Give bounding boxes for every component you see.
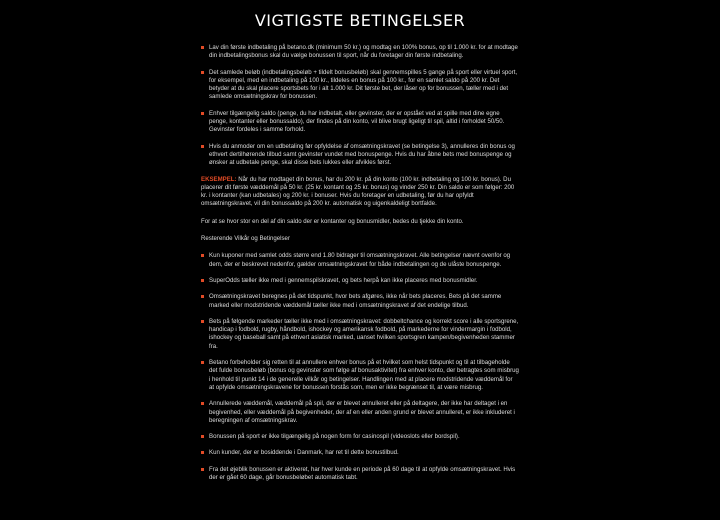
bullet-square-icon — [201, 295, 204, 298]
list-item-text: Det samlede beløb (indbetalingsbeløb + tildelt bonusbeløb) skal gennemspilles 5 gange på sport eller virtuel sport, for eksempel, med en indbetaling på 100 kr., tildeles en bonus på 100 kr., for en samlet saldo på 200 kr. Det betyder at du skal placere sportsbets for i alt 1.000 kr. Dit første bet, der låser op for bonussen, tæller med i det samlede omsætningskrav for bonussen. — [209, 68, 518, 101]
list-item — [201, 143, 519, 168]
list-item — [201, 449, 519, 457]
list-item — [201, 252, 519, 269]
list-item-text: Hvis du anmoder om en udbetaling før opfyldelse af omsætningskravet (se betingelse 3), annulleres din bonus og ethvert dertilhørende tilbud samt gevinster vundet med bonuspenge. Hvis du har åbne bets med bonuspenge og ønsker at udbetale penge, skal disse bets lukkes eller afvikles først. — [209, 142, 515, 167]
list-item-text: Kun kunder, der er bosiddende i Danmark, har ret til dette bonustilbud. — [209, 449, 399, 457]
list-item-text: Kun kuponer med samlet odds større end 1.80 bidrager til omsætningskravet. Alle betingelser nævnt ovenfor og dem, der er beskrevet nedenfor, gælder omsætningskravet for både indbetalingen og de ulåste bonuspenge. — [209, 252, 511, 268]
bullet-square-icon — [201, 254, 204, 257]
example-paragraph — [201, 176, 519, 209]
bullet-square-icon — [201, 145, 204, 148]
list-item-text: Annullerede væddemål, væddemål på spil, der er blevet annulleret eller på deltagere, der ikke har deltaget i en begivenhed, eller væddemål på begivenheder, der af en eller anden grund er blevet annulleret, er ikke inkluderet i beregningen af omsætningskrav. — [209, 400, 515, 424]
list-item-text: Betano forbeholder sig retten til at annullere enhver bonus på et hvilket som helst tidspunkt og til at tilbageholde det fulde bonusbeløb (bonus og gevinster som følge af bonusaktivitet) fra enhver konto, der betragtes som misbrug i henhold til punkt 14 i de generelle vilkår og betingelser. Handlingen med at placere modstridende væddemål for at opfylde omsætningskravene for bonussen forstås som, men er ikke begrænset til, at være misbrug. — [209, 359, 519, 391]
bullet-square-icon — [201, 361, 204, 364]
list-item — [201, 466, 519, 483]
balance-paragraph: For at se hvor stor en del af din saldo der er kontanter og bonusmidler, bedes du tjekke din konto. — [201, 217, 464, 225]
bullet-square-icon — [201, 279, 204, 282]
bullet-square-icon — [201, 112, 204, 115]
list-item-text: Enhver tilgængelig saldo (penge, du har indbetalt, eller gevinster, der er opstået ved at spille med dine egne penge, kontanter eller bonussaldo), der findes på din konto, vil blive brugt ligeligt til spil, altid i forholdet 50/50. Gevinster fordeles i samme forhold. — [209, 109, 505, 134]
example-text: Når du har modtaget din bonus, har du 200 kr. på din konto (100 kr. indbetaling og 100 kr. bonus). Du placerer dit første væddemål på 50 kr. (25 kr. kontant og 25 kr. bonus) og vinder 250 kr. Din saldo er som følger: 200 kr. i kontanter (kan udbetales) og 200 kr. i bonuser. Hvis du foretager en udbetaling, før du har opfyldt omsætningskravet, vil din bonussaldo på 200 kr. automatisk og uigenkaldeligt bortfalde. — [201, 175, 515, 208]
list-item — [201, 318, 519, 351]
list-item-text: Lav din første indbetaling på betano.dk (minimum 50 kr.) og modtag en 100% bonus, op til 1.000 kr. for at modtage din indbetalingsbonus skal du vælge bonussen til sport, når du foretager din første indbetaling. — [209, 44, 518, 60]
terms-content — [201, 44, 519, 490]
list-item — [201, 359, 519, 392]
list-item — [201, 69, 519, 102]
section-heading: Resterende Vilkår og Betingelser — [201, 235, 290, 243]
list-item-text: SuperOdds tæller ikke med i gennemspilskravet, og bets herpå kan ikke placeres med bonusmidler. — [209, 276, 478, 284]
list-item — [201, 400, 519, 425]
bullet-square-icon — [201, 451, 204, 454]
bullet-square-icon — [201, 435, 204, 438]
bullet-list-top — [201, 44, 519, 168]
bullet-list-rest — [201, 252, 519, 482]
list-item-text: Omsætningskravet beregnes på det tidspunkt, hvor bets afgøres, ikke når bets placeres. Bets på det samme marked eller modstridende væddemål tæller ikke med i omsætningskravet af det endelige tilbud. — [209, 293, 502, 309]
list-item — [201, 293, 519, 310]
page-title: VIGTIGSTE BETINGELSER — [254, 11, 466, 30]
list-item-text: Fra det øjeblik bonussen er aktiveret, har hver kunde en periode på 60 dage til at opfylde omsætningskravet. Hvis der er gået 60 dage, går bonusbeløbet automatisk tabt. — [209, 465, 516, 481]
list-item-text: Bets på følgende markeder tæller ikke med i omsætningskravet: dobbeltchance og korrekt score i alle sportsgrene, handicap i fodbold, rugby, håndbold, ishockey og amerikansk fodbold, på markederne for vindermargin i fodbold, ishockey og baseball samt på ethvert asiatisk marked, uanset hvilken sportsgren kampen/begivenheden stammer fra. — [209, 317, 519, 350]
list-item — [201, 433, 519, 441]
list-item — [201, 44, 519, 61]
bullet-square-icon — [201, 71, 204, 74]
list-item — [201, 277, 519, 285]
bullet-square-icon — [201, 320, 204, 323]
bullet-square-icon — [201, 468, 204, 471]
bullet-square-icon — [201, 402, 204, 405]
example-label: EKSEMPEL: — [201, 175, 237, 183]
list-item-text: Bonussen på sport er ikke tilgængelig på nogen form for casinospil (videoslots eller bordspil). — [209, 433, 460, 441]
list-item — [201, 110, 519, 135]
bullet-square-icon — [201, 46, 204, 49]
